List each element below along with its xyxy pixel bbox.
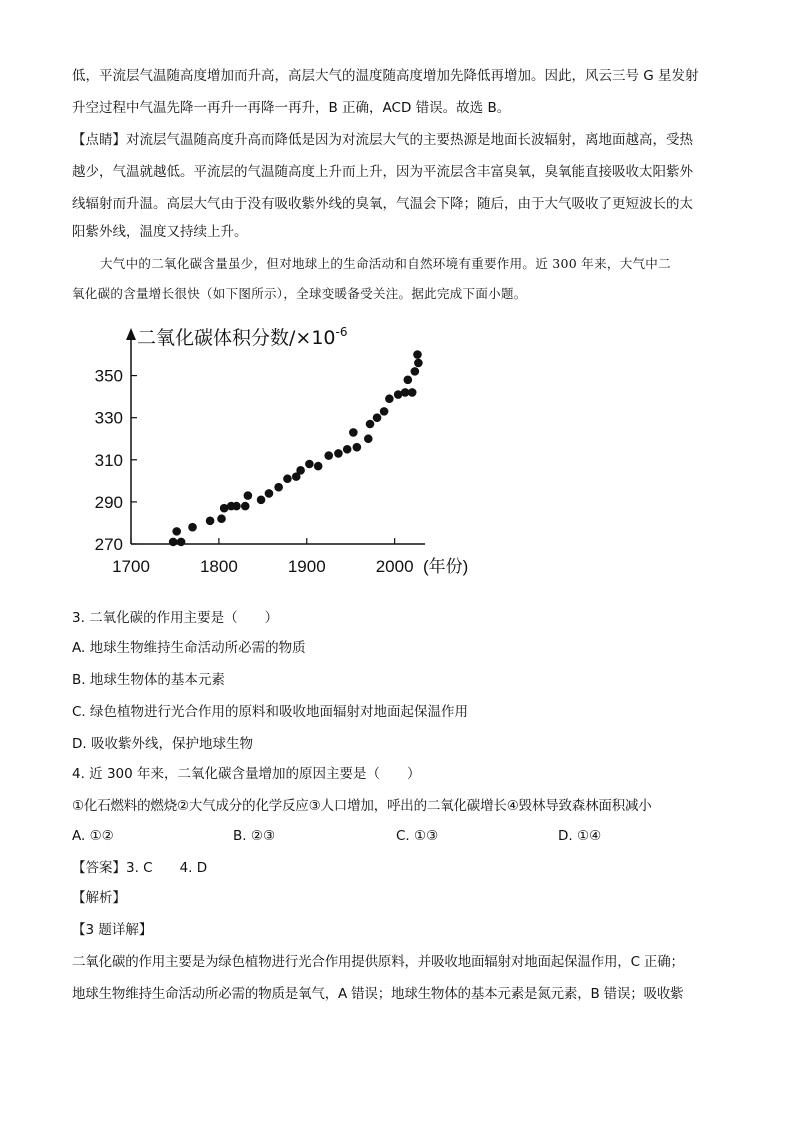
question-4-stem: 4. 近 300 年来，二氧化碳含量增加的原因主要是（ ） — [72, 766, 421, 782]
data-point — [244, 491, 253, 500]
y-tick-label: 350 — [95, 366, 123, 386]
data-point — [364, 434, 373, 443]
question-4-option-c: C. ①③ — [396, 828, 439, 844]
data-point — [334, 449, 343, 458]
data-point — [411, 367, 420, 376]
question-4-option-d: D. ①④ — [558, 828, 602, 844]
co2-scatter-chart — [95, 318, 495, 583]
chart-axes — [126, 328, 425, 544]
analysis-line: 地球生物维持生命活动所必需的物质是氧气，A 错误；地球生物体的基本元素是氮元素，B 错误；吸收紫 — [72, 986, 684, 1002]
data-point — [169, 538, 178, 547]
detail-label: 【3 题详解】 — [72, 922, 153, 938]
chart-points — [169, 350, 423, 546]
data-point — [188, 523, 197, 532]
data-point — [217, 514, 226, 523]
data-point — [177, 538, 186, 547]
tip-paragraph-line: 【点睛】对流层气温随高度升高而降低是因为对流层大气的主要热源是地面长波辐射，离地面越高，受热 — [72, 132, 693, 148]
y-tick-label: 270 — [95, 535, 123, 554]
data-point — [265, 489, 274, 498]
data-point — [283, 474, 292, 483]
x-tick-label: 1700 — [112, 557, 150, 576]
analysis-label: 【解析】 — [72, 890, 126, 906]
question-3-option-b: B. 地球生物体的基本元素 — [72, 672, 225, 688]
paragraph-line: 阳紫外线，温度又持续上升。 — [72, 224, 248, 240]
answer-label: 【答案】 — [72, 860, 126, 876]
data-point — [373, 413, 382, 422]
y-axis-arrow — [126, 328, 136, 340]
answer-values: 3. C 4. D — [126, 860, 208, 876]
data-point — [349, 428, 358, 437]
data-point — [413, 350, 422, 359]
question-4-items: ①化石燃料的燃烧②大气成分的化学反应③人口增加，呼出的二氧化碳增长④毁林导致森林面积减小 — [72, 798, 652, 814]
x-tick-label: 1800 — [199, 557, 238, 576]
data-point — [408, 388, 417, 397]
data-point — [172, 527, 181, 536]
x-tick-label: 2000 — [375, 557, 414, 576]
data-point — [314, 462, 323, 471]
data-point — [296, 466, 305, 475]
data-point — [305, 460, 314, 469]
data-point — [353, 443, 362, 452]
data-point — [366, 420, 375, 429]
data-point — [274, 483, 283, 492]
x-axis-label: (年份) — [423, 557, 469, 576]
analysis-line: 二氧化碳的作用主要是为绿色植物进行光合作用提供原料，并吸收地面辐射对地面起保温作用，C 正确； — [72, 954, 684, 970]
answer-line — [72, 858, 207, 878]
y-tick-label: 290 — [95, 492, 123, 512]
paragraph-line: 越少，气温就越低。平流层的气温随高度上升而上升，因为平流层含丰富臭氧，臭氧能直接吸收太阳紫外 — [72, 164, 693, 180]
question-3-stem: 3. 二氧化碳的作用主要是（ ） — [72, 610, 279, 626]
data-point — [380, 407, 389, 416]
y-tick-label: 330 — [95, 408, 123, 428]
paragraph-line: 升空过程中气温先降一再升一再降一再升，B 正确，ACD 错误。故选 B。 — [72, 100, 511, 116]
question-3-option-d: D. 吸收紫外线，保护地球生物 — [72, 736, 253, 752]
data-point — [241, 502, 250, 511]
question-3-option-a: A. 地球生物维持生命活动所必需的物质 — [72, 640, 306, 656]
data-point — [404, 375, 413, 384]
data-point — [385, 394, 394, 403]
data-point — [206, 517, 215, 526]
question-4-option-b: B. ②③ — [233, 828, 276, 844]
intro-line: 大气中的二氧化碳含量虽少，但对地球上的生命活动和自然环境有重要作用。近 300 年来，大气中二 — [100, 256, 671, 271]
x-tick-label: 1900 — [287, 557, 326, 576]
data-point — [232, 502, 241, 511]
data-point — [414, 359, 423, 368]
chart-title: 二氧化碳体积分数$/\times 10^{-6}$ — [137, 325, 348, 349]
question-4-option-a: A. ①② — [72, 828, 114, 844]
question-3-option-c: C. 绿色植物进行光合作用的原料和吸收地面辐射对地面起保温作用 — [72, 704, 469, 720]
chart-title-exponent: -6 — [335, 325, 348, 339]
paragraph-line: 线辐射而升温。高层大气由于没有吸收紫外线的臭氧，气温会下降；随后，由于大气吸收了更短波长的太 — [72, 196, 693, 212]
intro-line: 氧化碳的含量增长很快（如下图所示），全球变暖备受关注。据此完成下面小题。 — [72, 286, 527, 301]
data-point — [343, 445, 352, 454]
paragraph-line: 低，平流层气温随高度增加而升高，高层大气的温度随高度增加先降低再增加。因此，风云三号 G 星发射 — [72, 68, 699, 84]
data-point — [324, 451, 333, 460]
data-point — [257, 495, 266, 504]
y-tick-label: 310 — [95, 450, 123, 470]
